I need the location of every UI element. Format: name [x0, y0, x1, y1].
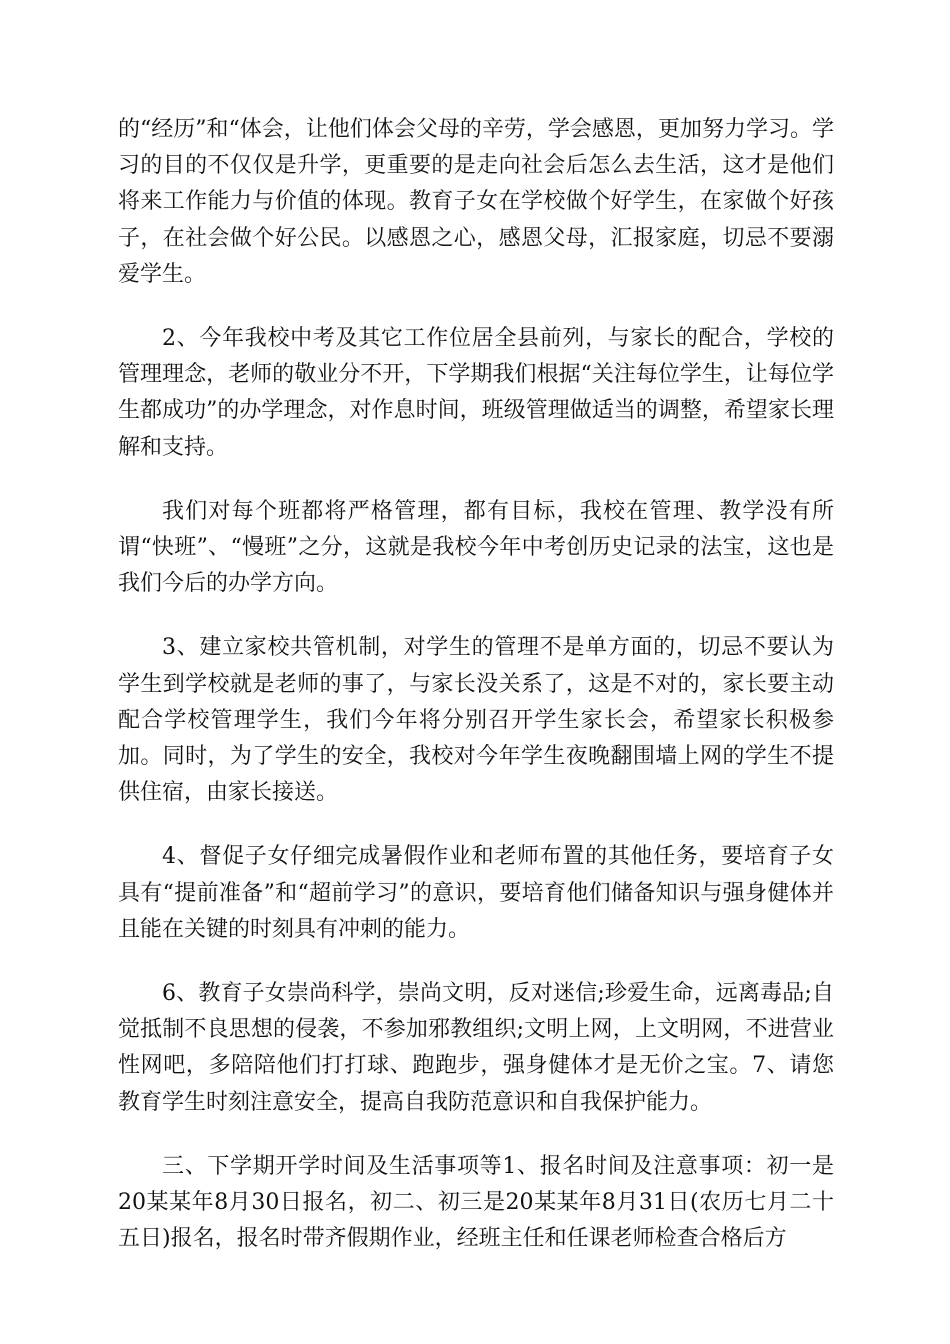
paragraph-continuation: 的“经历”和“体会，让他们体会父母的辛劳，学会感恩，更加努力学习。学习的目的不仅仅是升学，更重要的是走向社会后怎么去生活，这才是他们将来工作能力与价值的体现。教育子女在学校做个好学生，在家做个好孩子，在社会做个好公民。以感恩之心，感恩父母，汇报家庭，切忌不要溺爱学生。	[118, 117, 834, 287]
document-body	[118, 112, 834, 1285]
paragraph-item-2: 2、今年我校中考及其它工作位居全县前列，与家长的配合，学校的管理理念，老师的敬业分不开，下学期我们根据“关注每位学生，让每位学生都成功”的办学理念，对作息时间，班级管理做适当的调整，希望家长理解和支持。	[118, 326, 834, 460]
paragraph-item-3: 3、建立家校共管机制，对学生的管理不是单方面的，切忌不要认为学生到学校就是老师的事了，与家长没关系了，这是不对的，家长要主动配合学校管理学生，我们今年将分别召开学生家长会，希望家长积极参加。同时，为了学生的安全，我校对今年学生夜晚翻围墙上网的学生不提供住宿，由家长接送。	[118, 635, 834, 806]
paragraph-item-6-7: 6、教育子女崇尚科学，崇尚文明，反对迷信;珍爱生命，远离毒品;自觉抵制不良思想的侵袭，不参加邪教组织;文明上网，上文明网，不进营业性网吧，多陪陪他们打打球、跑跑步，强身健体才是无价之宝。7、请您教育学生时刻注意安全，提高自我防范意识和自我保护能力。	[118, 981, 834, 1115]
paragraph-section-3: 三、下学期开学时间及生活事项等1、报名时间及注意事项：初一是20某某年8月30日报名，初二、初三是20某某年8月31日(农历七月二十五日)报名，报名时带齐假期作业，经班主任和任课老师检查合格后方	[118, 1153, 834, 1252]
paragraph-item-4: 4、督促子女仔细完成暑假作业和老师布置的其他任务，要培育子女具有“提前准备”和“超前学习”的意识，要培育他们储备知识与强身健体并且能在关键的时刻具有冲刺的能力。	[118, 844, 834, 942]
paragraph-management: 我们对每个班都将严格管理，都有目标，我校在管理、教学没有所谓“快班”、“慢班”之分，这就是我校今年中考创历史记录的法宝，这也是我们今后的办学方向。	[118, 498, 834, 597]
